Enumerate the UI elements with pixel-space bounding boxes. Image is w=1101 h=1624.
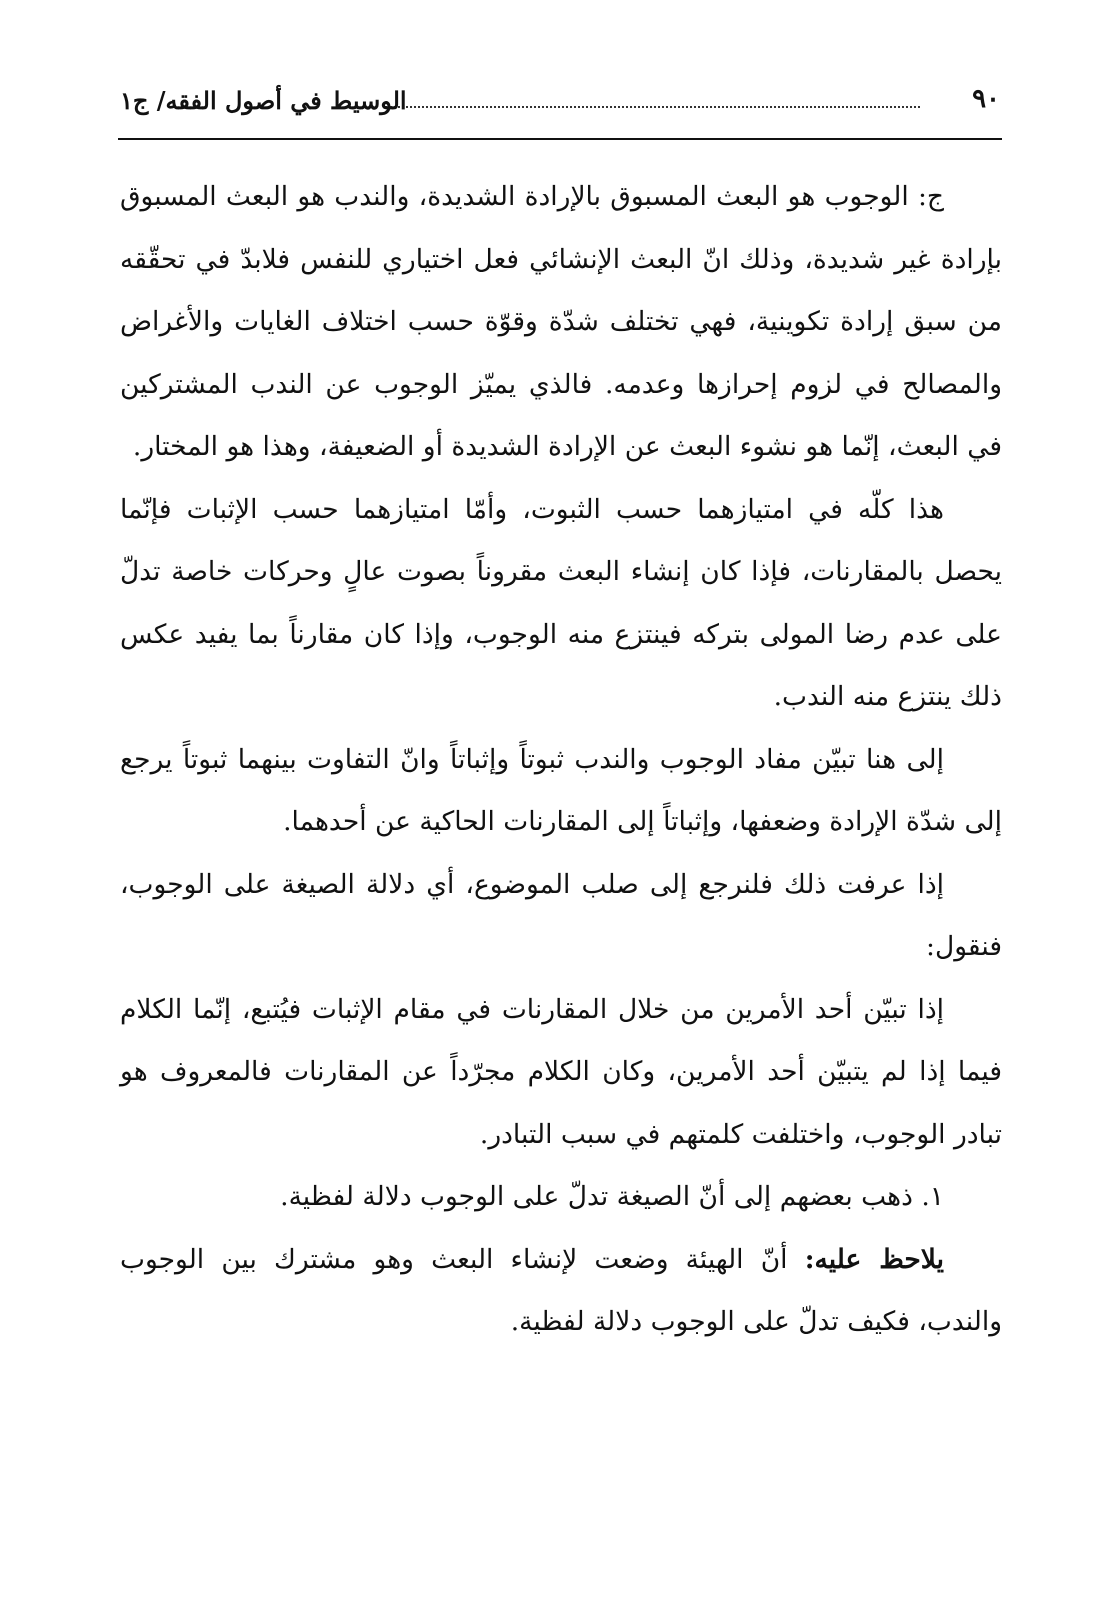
header-divider (118, 138, 1002, 140)
header-dotted-leader (385, 106, 920, 108)
body-text (120, 166, 1002, 1354)
paragraph-3: إلى هنا تبيّن مفاد الوجوب والندب ثبوتاً وإثباتاً وانّ التفاوت بينهما ثبوتاً يرجع إلى شدّة الإرادة وضعفها، وإثباتاً إلى المقارنات الحاكية عن أحدهما. (120, 743, 1002, 837)
note-label: يلاحظ عليه: (804, 1243, 944, 1275)
page-header (120, 82, 1000, 122)
paragraph-5: إذا تبيّن أحد الأمرين من خلال المقارنات في مقام الإثبات فيُتبع، إنّما الكلام فيما إذا لم يتبيّن أحد الأمرين، وكان الكلام مجرّداً عن المقارنات فالمعروف هو تبادر الوجوب، واختلفت كلمتهم في سبب التبادر. (120, 993, 1002, 1150)
paragraph-1: ج: الوجوب هو البعث المسبوق بالإرادة الشديدة، والندب هو البعث المسبوق بإرادة غير شديدة، وذلك انّ البعث الإنشائي فعل اختياري للنفس فلابدّ في تحقّقه من سبق إرادة تكوينية، فهي تختلف شدّة وقوّة حسب اختلاف الغايات والأغراض والمصالح في لزوم إحرازها وعدمه. فالذي يميّز الوجوب عن الندب المشتركين في البعث، إنّما هو نشوء البعث عن الإرادة الشديدة أو الضعيفة، وهذا هو المختار. (120, 181, 1002, 462)
paragraph-7 (120, 1229, 1002, 1354)
running-title: الوسيط في أصول الفقه/ ج١ (120, 86, 407, 115)
paragraph-4: إذا عرفت ذلك فلنرجع إلى صلب الموضوع، أي دلالة الصيغة على الوجوب، فنقول: (120, 868, 1002, 962)
note-text: أنّ الهيئة وضعت لإنشاء البعث وهو مشترك بين الوجوب والندب، فكيف تدلّ على الوجوب دلالة لفظية. (120, 1243, 1002, 1337)
page-number: ٩٠ (972, 84, 1000, 114)
paragraph-2: هذا كلّه في امتيازهما حسب الثبوت، وأمّا امتيازهما حسب الإثبات فإنّما يحصل بالمقارنات، فإذا كان إنشاء البعث مقروناً بصوت عالٍ وحركات خاصة تدلّ على عدم رضا المولى بتركه فينتزع منه الوجوب، وإذا كان مقارناً بما يفيد عكس ذلك ينتزع منه الندب. (120, 493, 1002, 712)
paragraph-6-list-item: ١. ذهب بعضهم إلى أنّ الصيغة تدلّ على الوجوب دلالة لفظية. (280, 1181, 944, 1212)
